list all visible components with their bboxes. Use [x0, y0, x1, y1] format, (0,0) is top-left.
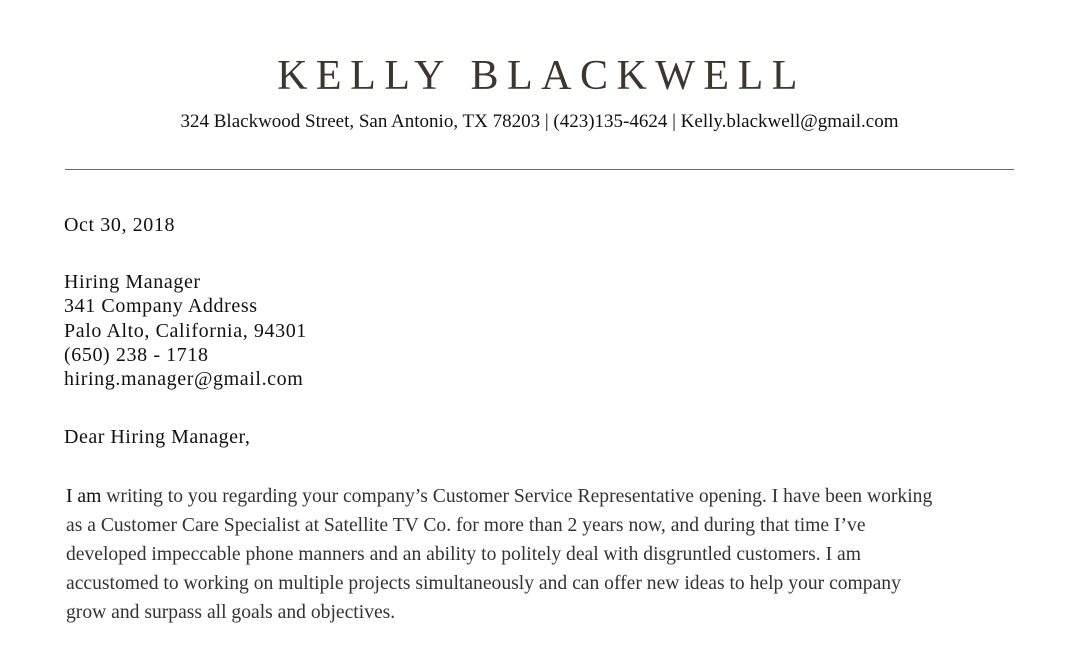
recipient-title: Hiring Manager: [64, 271, 201, 293]
body-line: accustomed to working on multiple projects simultaneously and can offer new ideas to help your company: [66, 573, 901, 594]
recipient-email: hiring.manager@gmail.com: [64, 368, 304, 391]
body-line: developed impeccable phone manners and an ability to politely deal with disgruntled customers. I am: [66, 544, 861, 565]
salutation: Dear Hiring Manager,: [64, 426, 251, 448]
body-line-text: writing to you regarding your company’s Customer Service Representative opening. I have been working: [101, 486, 933, 507]
header-divider: [65, 169, 1014, 170]
recipient-address: 341 Company Address: [64, 295, 258, 318]
recipient-phone: (650) 238 - 1718: [64, 343, 209, 366]
letter-date: Oct 30, 2018: [64, 214, 176, 236]
body-line: grow and surpass all goals and objectives.: [66, 602, 396, 623]
applicant-name: KELLY BLACKWELL: [277, 53, 806, 99]
recipient-city-state-zip: Palo Alto, California, 94301: [64, 319, 307, 342]
body-lead: I am: [66, 486, 102, 507]
body-line: as a Customer Care Specialist at Satellite TV Co. for more than 2 years now, and during that time I’ve: [66, 515, 866, 536]
applicant-contact-line: 324 Blackwood Street, San Antonio, TX 78203 | (423)135-4624 | Kelly.blackwell@gmail.com: [180, 111, 899, 132]
body-paragraph: [66, 482, 1016, 627]
recipient-block: [64, 270, 307, 391]
body-line: [66, 482, 1016, 511]
